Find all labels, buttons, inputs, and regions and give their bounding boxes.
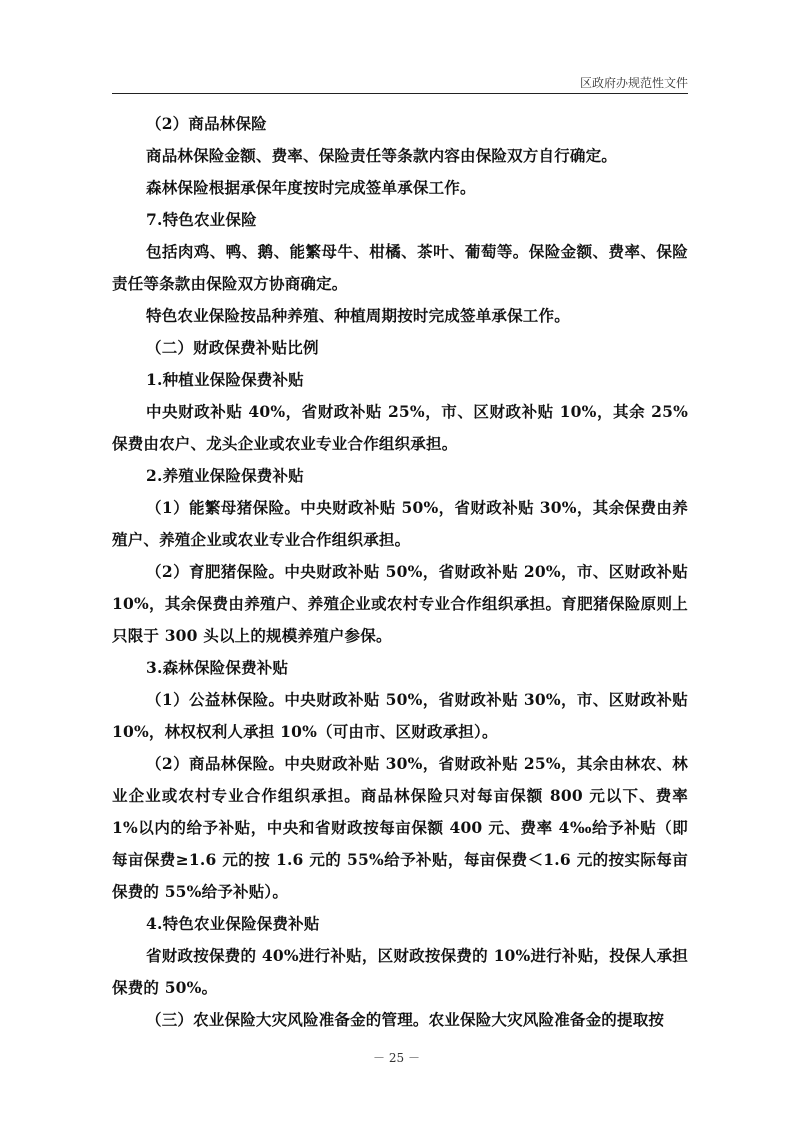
header-rule <box>112 93 688 94</box>
paragraph: （1）能繁母猪保险。中央财政补贴 50%，省财政补贴 30%，其余保费由养殖户、养殖企业或农业专业合作组织承担。 <box>112 498 688 549</box>
section-heading: 4.特色农业保险保费补贴 <box>146 914 320 933</box>
paragraph: 省财政按保费的 40%进行补贴，区财政按保费的 10%进行补贴，投保人承担保费的 50%。 <box>112 946 688 997</box>
paragraph: （2）育肥猪保险。中央财政补贴 50%，省财政补贴 20%，市、区财政补贴 10%，其余保费由养殖户、养殖企业或农村专业合作组织承担。育肥猪保险原则上只限于 300 头以上的规模养殖户参保。 <box>112 562 688 645</box>
paragraph: 商品林保险金额、费率、保险责任等条款内容由保险双方自行确定。 <box>146 146 618 165</box>
paragraph: （2）商品林保险。中央财政补贴 30%，省财政补贴 25%，其余由林农、林业企业或农村专业合作组织承担。商品林保险只对每亩保额 800 元以下、费率 1%以内的给予补贴，中央和省财政按每亩保额 400 元、费率 4‰给予补贴（即每亩保费≥1.6 元的按 1.6 元的 55%给予补贴，每亩保费＜1.6 元的按实际每亩保费的 55%给予补贴）。 <box>112 754 688 901</box>
paragraph: 森林保险根据承保年度按时完成签单承保工作。 <box>146 178 476 197</box>
paragraph: 特色农业保险按品种养殖、种植周期按时完成签单承保工作。 <box>146 306 570 325</box>
page-number: － 25 － <box>373 1051 420 1065</box>
document-body <box>112 108 688 1036</box>
paragraph: （2）商品林保险 <box>146 114 267 133</box>
paragraph: 包括肉鸡、鸭、鹅、能繁母牛、柑橘、茶叶、葡萄等。保险金额、费率、保险责任等条款由保险双方协商确定。 <box>112 242 688 293</box>
page-header: 区政府办规范性文件 <box>579 76 688 90</box>
section-heading: 7.特色农业保险 <box>146 210 257 229</box>
section-heading: 3.森林保险保费补贴 <box>146 658 289 677</box>
paragraph: （1）公益林保险。中央财政补贴 50%，省财政补贴 30%，市、区财政补贴 10%，林权权利人承担 10%（可由市、区财政承担）。 <box>112 690 688 741</box>
paragraph: 中央财政补贴 40%，省财政补贴 25%，市、区财政补贴 10%，其余 25%保费由农户、龙头企业或农业专业合作组织承担。 <box>112 402 688 453</box>
paragraph: （三）农业保险大灾风险准备金的管理。农业保险大灾风险准备金的提取按 <box>146 1010 665 1029</box>
section-heading: 2.养殖业保险保费补贴 <box>146 466 304 485</box>
section-heading: 1.种植业保险保费补贴 <box>146 370 304 389</box>
section-heading: （二）财政保费补贴比例 <box>146 338 319 357</box>
